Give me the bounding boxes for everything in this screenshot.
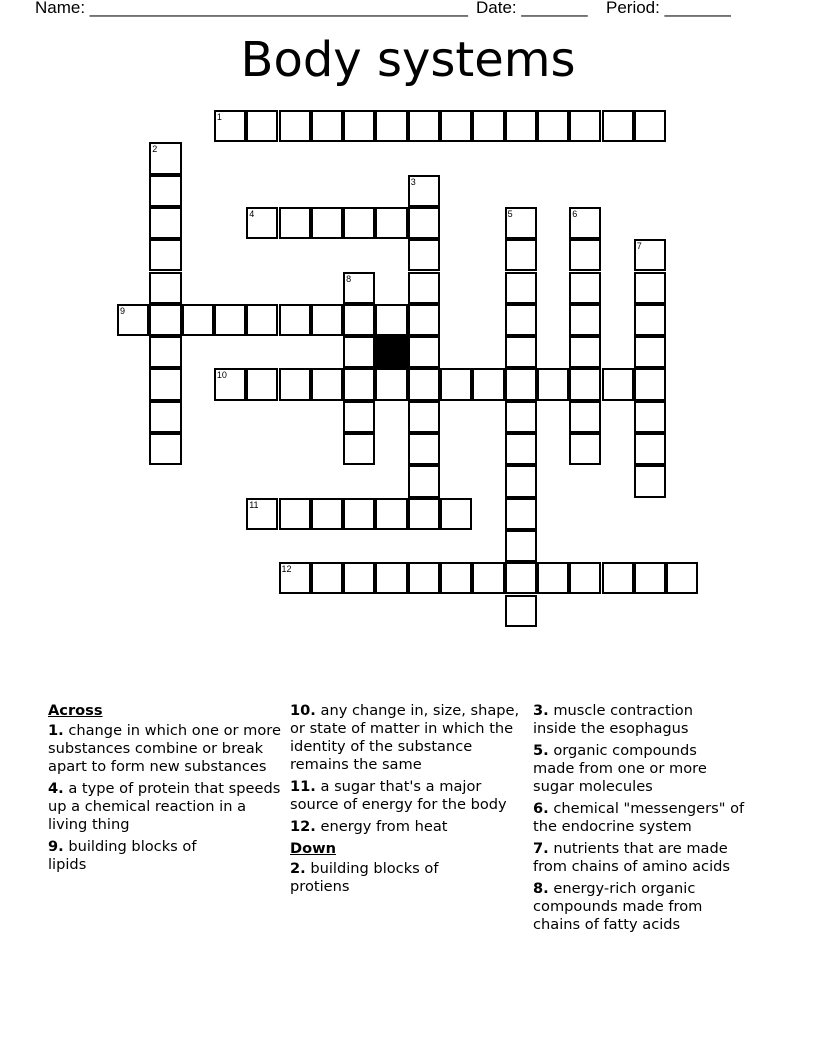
grid-cell[interactable]	[569, 272, 601, 304]
grid-cell[interactable]	[408, 465, 440, 497]
grid-cell[interactable]	[149, 142, 181, 174]
clue-down-8	[533, 880, 733, 934]
grid-cell[interactable]	[505, 272, 537, 304]
grid-cell[interactable]	[375, 110, 407, 142]
grid-cell[interactable]	[634, 336, 666, 368]
grid-cell[interactable]	[602, 368, 634, 400]
grid-cell[interactable]	[634, 562, 666, 594]
grid-cell[interactable]	[246, 304, 278, 336]
clue-text: energy from heat	[315, 818, 448, 835]
page-title: Body systems	[240, 32, 576, 88]
grid-cell[interactable]	[408, 433, 440, 465]
grid-cell[interactable]	[472, 368, 504, 400]
grid-cell[interactable]	[634, 433, 666, 465]
clue-text: energy-rich organic compounds made from chains of fatty acids	[533, 880, 703, 933]
grid-cell[interactable]	[537, 368, 569, 400]
grid-cell[interactable]	[408, 175, 440, 207]
grid-cell[interactable]	[505, 207, 537, 239]
grid-cell[interactable]	[375, 498, 407, 530]
grid-cell[interactable]	[149, 175, 181, 207]
clue-down-3	[533, 702, 733, 738]
grid-cell[interactable]	[279, 304, 311, 336]
grid-cell[interactable]	[569, 239, 601, 271]
clue-number: 6.	[533, 800, 549, 817]
grid-cell[interactable]	[537, 110, 569, 142]
grid-cell[interactable]	[149, 272, 181, 304]
grid-cell[interactable]	[214, 110, 246, 142]
grid-cell[interactable]	[569, 401, 601, 433]
clue-number: 3.	[533, 702, 549, 719]
grid-cell[interactable]	[634, 239, 666, 271]
grid-cell[interactable]	[149, 304, 181, 336]
grid-cell[interactable]	[569, 207, 601, 239]
grid-cell[interactable]	[505, 401, 537, 433]
grid-cell[interactable]	[602, 562, 634, 594]
grid-cell[interactable]	[440, 562, 472, 594]
grid-cell[interactable]	[279, 368, 311, 400]
clue-column-2	[290, 702, 530, 900]
grid-cell[interactable]	[182, 304, 214, 336]
clue-number: 7.	[533, 840, 549, 857]
grid-cell[interactable]	[279, 207, 311, 239]
clue-number: 12.	[290, 818, 316, 835]
name-field[interactable]: Name: ________________________________________	[35, 0, 468, 17]
grid-cell[interactable]	[311, 207, 343, 239]
grid-cell[interactable]	[408, 304, 440, 336]
grid-cell[interactable]	[440, 110, 472, 142]
grid-cell[interactable]	[311, 368, 343, 400]
grid-cell[interactable]	[343, 368, 375, 400]
grid-cell[interactable]	[505, 304, 537, 336]
date-field[interactable]: Date: _______	[476, 0, 588, 17]
clue-text: chemical "messengers" of the endocrine system	[533, 800, 745, 835]
clue-number-label: 2	[152, 144, 158, 155]
clue-text: a type of protein that speeds up a chemical reaction in a living thing	[48, 780, 281, 833]
clue-number-label: 9	[120, 305, 126, 316]
clue-text: change in which one or more substances combine or break apart to form new substances	[48, 722, 281, 775]
grid-cell[interactable]	[149, 368, 181, 400]
clue-text: building blocks of lipids	[48, 838, 197, 873]
down-heading: Down	[290, 840, 337, 857]
grid-cell[interactable]	[343, 110, 375, 142]
grid-cell[interactable]	[602, 110, 634, 142]
clue-across-9	[48, 838, 228, 874]
grid-cell[interactable]	[343, 498, 375, 530]
clue-down-2	[290, 860, 470, 896]
clue-text: muscle contraction inside the esophagus	[533, 702, 693, 737]
grid-cell[interactable]	[149, 239, 181, 271]
grid-cell[interactable]	[343, 304, 375, 336]
clue-number: 5.	[533, 742, 549, 759]
grid-cell[interactable]	[214, 368, 246, 400]
across-heading: Across	[48, 702, 103, 719]
grid-cell[interactable]	[408, 498, 440, 530]
grid-cell[interactable]	[408, 401, 440, 433]
grid-cell[interactable]	[569, 304, 601, 336]
clue-number-label: 4	[249, 208, 255, 219]
clue-down-6	[533, 800, 748, 836]
clue-number-label: 12	[281, 564, 292, 575]
grid-cell[interactable]	[375, 368, 407, 400]
grid-cell[interactable]	[472, 562, 504, 594]
clue-number-label: 8	[346, 273, 352, 284]
grid-cell[interactable]	[634, 401, 666, 433]
grid-cell[interactable]	[246, 498, 278, 530]
grid-cell[interactable]	[634, 465, 666, 497]
grid-cell[interactable]	[505, 433, 537, 465]
grid-cell[interactable]	[311, 562, 343, 594]
clue-text: a sugar that's a major source of energy for the body	[290, 778, 507, 813]
grid-cell[interactable]	[343, 401, 375, 433]
grid-cell[interactable]	[440, 498, 472, 530]
grid-cell[interactable]	[408, 272, 440, 304]
grid-cell[interactable]	[408, 110, 440, 142]
clue-number-label: 5	[507, 208, 513, 219]
clue-number-label: 3	[410, 176, 416, 187]
grid-cell[interactable]	[149, 401, 181, 433]
clue-text: organic compounds made from one or more sugar molecules	[533, 742, 707, 795]
grid-cell[interactable]	[569, 336, 601, 368]
grid-cell[interactable]	[408, 207, 440, 239]
grid-cell[interactable]	[343, 433, 375, 465]
clue-number: 9.	[48, 838, 64, 855]
grid-cell[interactable]	[375, 304, 407, 336]
grid-cell[interactable]	[117, 304, 149, 336]
grid-cell[interactable]	[246, 207, 278, 239]
grid-cell[interactable]	[214, 304, 246, 336]
clue-column-3	[533, 702, 773, 938]
grid-cell[interactable]	[343, 336, 375, 368]
clue-across-1	[48, 722, 288, 776]
black-cell	[375, 336, 407, 368]
clue-number: 11.	[290, 778, 316, 795]
clue-text: building blocks of protiens	[290, 860, 439, 895]
grid-cell[interactable]	[634, 272, 666, 304]
grid-cell[interactable]	[149, 207, 181, 239]
clue-number: 10.	[290, 702, 316, 719]
clue-number-label: 11	[249, 499, 259, 510]
clue-number: 8.	[533, 880, 549, 897]
clue-across-11	[290, 778, 515, 814]
clue-number-label: 10	[216, 370, 227, 381]
clue-text: any change in, size, shape, or state of matter in which the identity of the substance remains the same	[290, 702, 520, 773]
clue-across-12	[290, 818, 530, 836]
grid-cell[interactable]	[279, 110, 311, 142]
clue-number-label: 7	[636, 241, 642, 252]
clue-text: nutrients that are made from chains of amino acids	[533, 840, 730, 875]
clue-number: 1.	[48, 722, 64, 739]
grid-cell[interactable]	[149, 336, 181, 368]
grid-cell[interactable]	[408, 562, 440, 594]
clue-across-10	[290, 702, 530, 774]
grid-cell[interactable]	[505, 336, 537, 368]
grid-cell[interactable]	[311, 498, 343, 530]
clue-down-5	[533, 742, 733, 796]
grid-cell[interactable]	[311, 304, 343, 336]
clue-column-1	[48, 702, 288, 878]
grid-cell[interactable]	[408, 336, 440, 368]
grid-cell[interactable]	[569, 433, 601, 465]
grid-cell[interactable]	[569, 110, 601, 142]
grid-cell[interactable]	[505, 368, 537, 400]
grid-cell[interactable]	[569, 562, 601, 594]
grid-cell[interactable]	[408, 368, 440, 400]
grid-cell[interactable]	[343, 272, 375, 304]
grid-cell[interactable]	[375, 207, 407, 239]
grid-cell[interactable]	[634, 304, 666, 336]
grid-cell[interactable]	[505, 595, 537, 627]
grid-cell[interactable]	[634, 110, 666, 142]
clue-number-label: 6	[572, 208, 578, 219]
grid-cell[interactable]	[246, 110, 278, 142]
grid-cell[interactable]	[408, 239, 440, 271]
grid-cell[interactable]	[569, 368, 601, 400]
grid-cell[interactable]	[375, 562, 407, 594]
grid-cell[interactable]	[343, 207, 375, 239]
period-field[interactable]: Period: _______	[606, 0, 731, 17]
grid-cell[interactable]	[505, 498, 537, 530]
grid-cell[interactable]	[537, 562, 569, 594]
grid-cell[interactable]	[505, 530, 537, 562]
grid-cell[interactable]	[279, 562, 311, 594]
grid-cell[interactable]	[279, 498, 311, 530]
grid-cell[interactable]	[505, 465, 537, 497]
clue-number-label: 1	[216, 112, 222, 122]
grid-cell[interactable]	[505, 562, 537, 594]
clue-across-4	[48, 780, 288, 834]
grid-cell[interactable]	[634, 368, 666, 400]
grid-cell[interactable]	[343, 562, 375, 594]
grid-cell[interactable]	[505, 110, 537, 142]
clue-number: 2.	[290, 860, 306, 877]
grid-cell[interactable]	[311, 110, 343, 142]
grid-cell[interactable]	[666, 562, 698, 594]
grid-cell[interactable]	[472, 110, 504, 142]
grid-cell[interactable]	[246, 368, 278, 400]
grid-cell[interactable]	[149, 433, 181, 465]
grid-cell[interactable]	[505, 239, 537, 271]
grid-cell[interactable]	[440, 368, 472, 400]
clue-down-7	[533, 840, 763, 876]
clue-number: 4.	[48, 780, 64, 797]
